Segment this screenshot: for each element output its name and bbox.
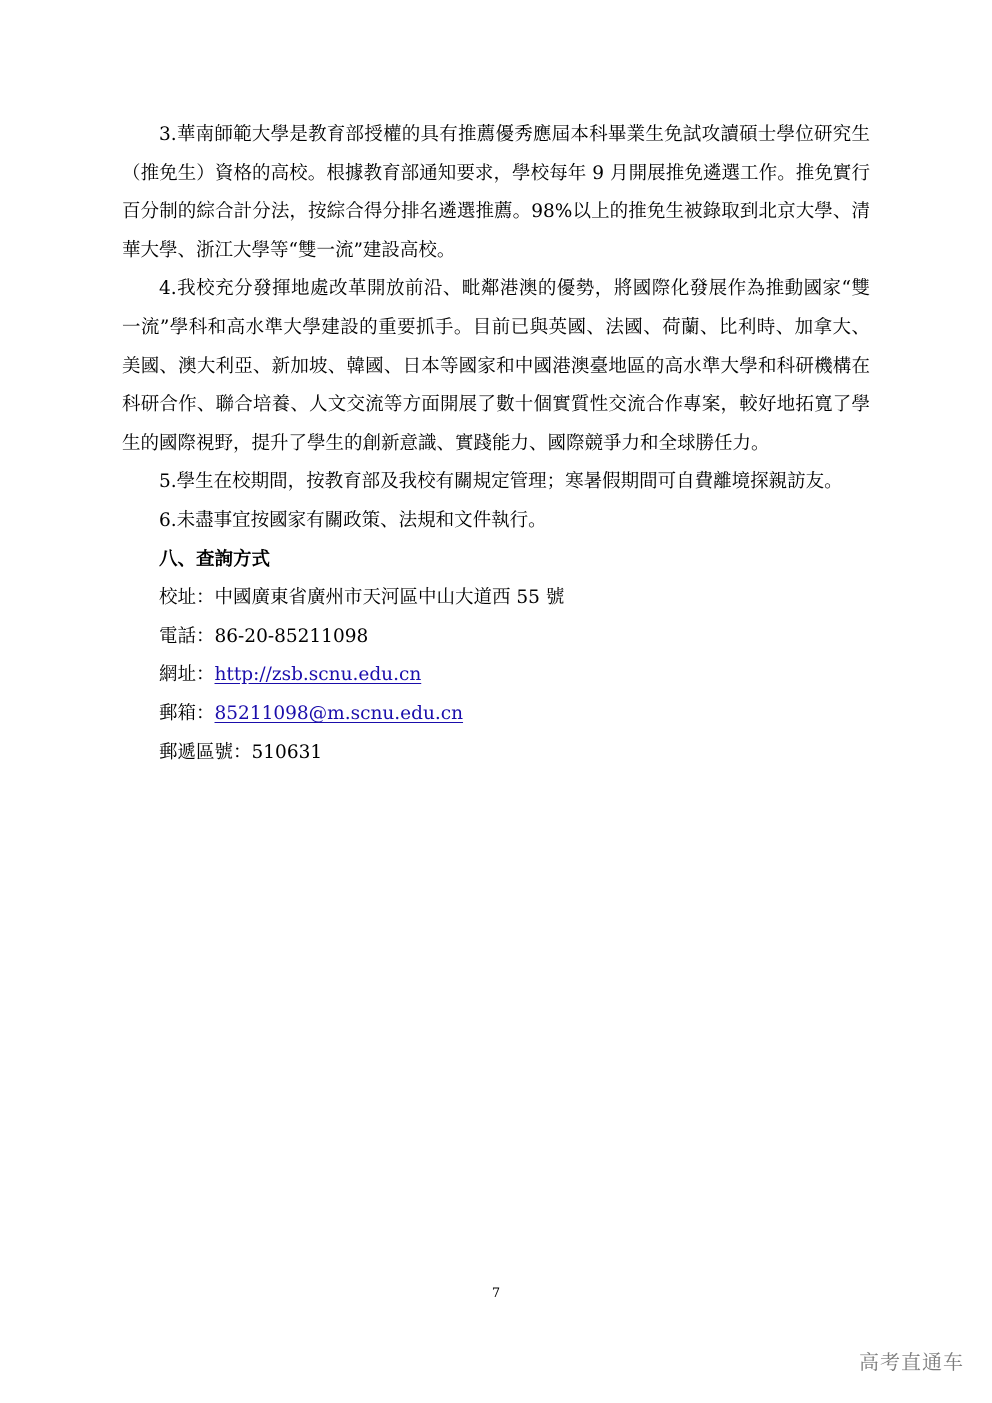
contact-website xyxy=(122,656,870,695)
website-link[interactable]: http://zsb.scnu.edu.cn xyxy=(214,664,422,686)
contact-address xyxy=(122,579,870,618)
contact-postal-code xyxy=(122,734,870,773)
address-value: 中國廣東省廣州市天河區中山大道西 55 號 xyxy=(214,587,565,609)
address-label: 校址： xyxy=(159,587,215,609)
paragraph-6: 6.未盡事宜按國家有關政策、法規和文件執行。 xyxy=(159,509,547,531)
phone-label: 電話： xyxy=(159,625,215,647)
watermark-text: 高考直通车 xyxy=(859,1350,964,1374)
section-heading-contact: 八、查詢方式 xyxy=(159,548,271,570)
contact-email xyxy=(122,695,870,734)
postal-value: 510631 xyxy=(251,741,323,763)
paragraph-3: 3.華南師範大學是教育部授權的具有推薦優秀應屆本科畢業生免試攻讀碩士學位研究生（推免生）資格的高校。根據教育部通知要求，學校每年 9 月開展推免遴選工作。推免實行百分制的綜合計分法，按綜合得分排名遴選推薦。98%以上的推免生被錄取到北京大學、清華大學、浙江大學等“雙一流”建設高校。 xyxy=(122,124,870,261)
paragraph-5: 5.學生在校期間，按教育部及我校有關規定管理；寒暑假期間可自費離境探親訪友。 xyxy=(159,471,843,493)
email-label: 郵箱： xyxy=(159,702,215,724)
contact-phone xyxy=(122,618,870,657)
phone-value: 86-20-85211098 xyxy=(214,625,369,647)
email-link[interactable]: 85211098@m.scnu.edu.cn xyxy=(214,702,464,724)
document-body xyxy=(122,116,870,772)
postal-label: 郵遞區號： xyxy=(159,741,252,763)
website-label: 網址： xyxy=(159,664,215,686)
paragraph-4: 4.我校充分發揮地處改革開放前沿、毗鄰港澳的優勢，將國際化發展作為推動國家“雙一流”學科和高水準大學建設的重要抓手。目前已與英國、法國、荷蘭、比利時、加拿大、美國、澳大利亞、新加坡、韓國、日本等國家和中國港澳臺地區的高水準大學和科研機構在科研合作、聯合培養、人文交流等方面開展了數十個實質性交流合作專案，較好地拓寬了學生的國際視野，提升了學生的創新意識、實踐能力、國際競爭力和全球勝任力。 xyxy=(122,278,870,454)
page-number: 7 xyxy=(491,1286,501,1301)
